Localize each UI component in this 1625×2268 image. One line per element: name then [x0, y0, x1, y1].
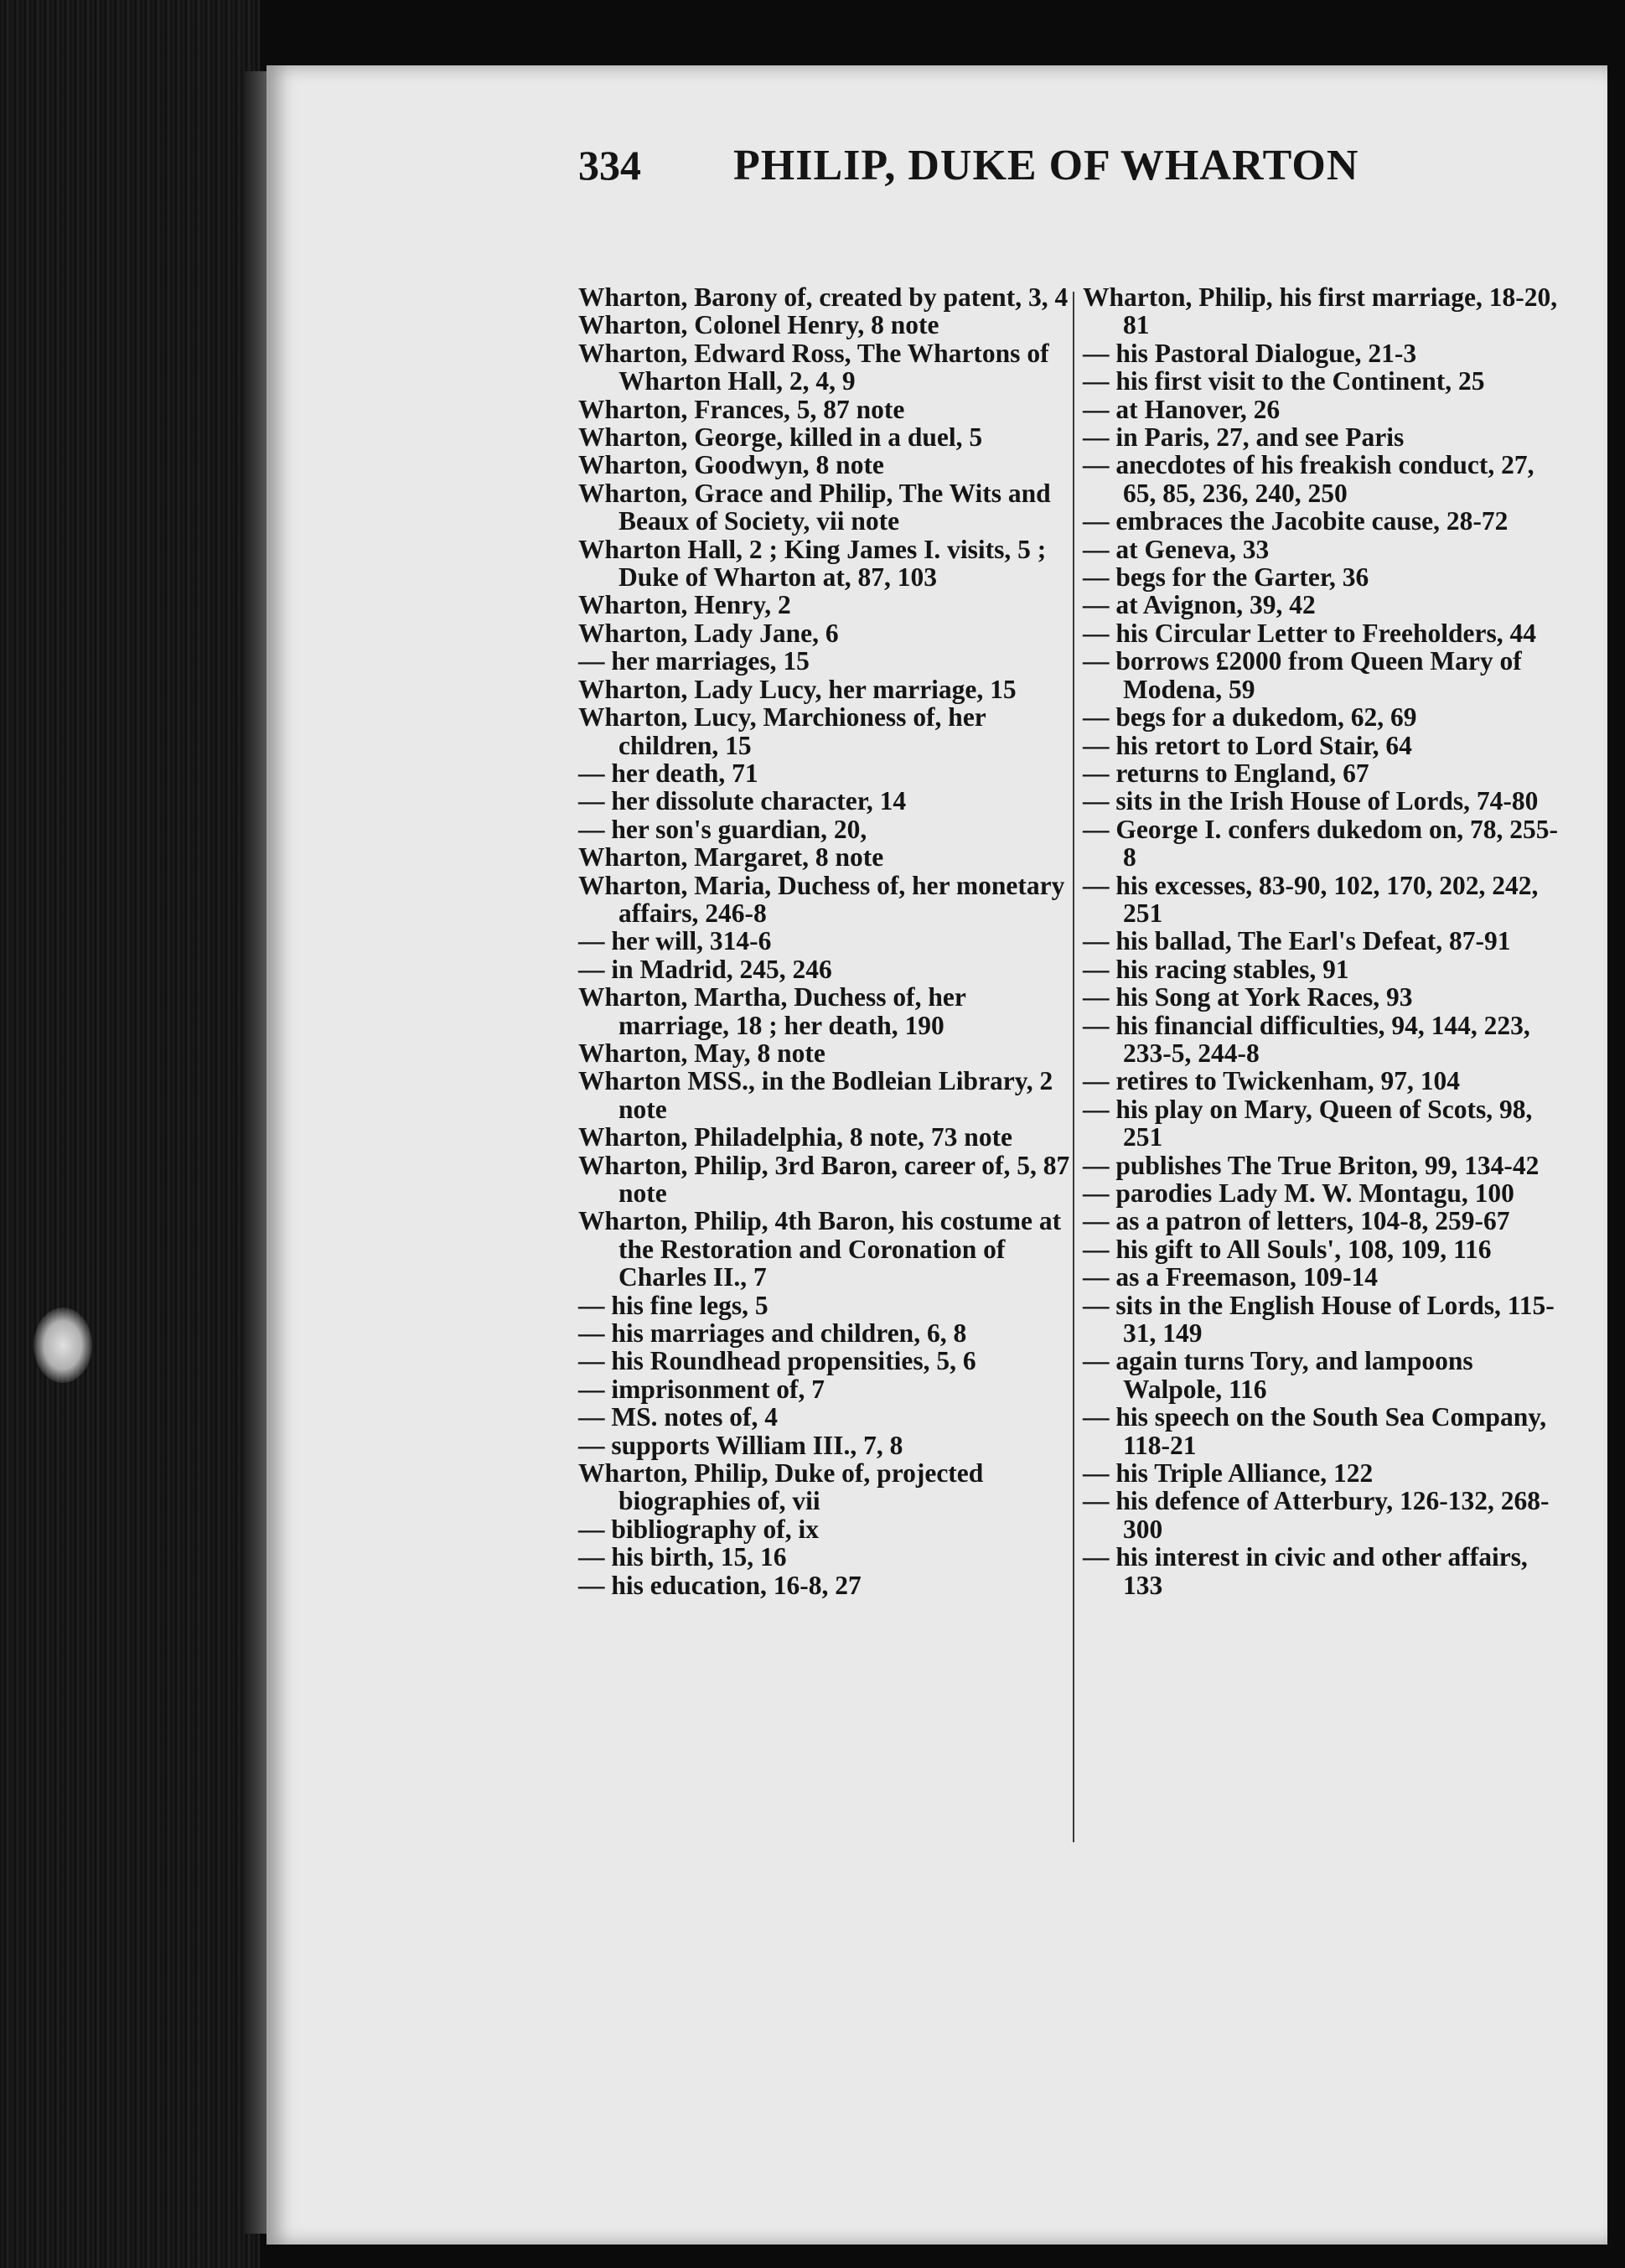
index-entry: Wharton, Barony of, created by patent, 3, 4	[578, 282, 1069, 312]
index-entry: — MS. notes of, 4	[578, 1402, 778, 1432]
index-entry: — his marriages and children, 6, 8	[578, 1318, 967, 1349]
index-entry: — her son's guardian, 20,	[578, 814, 867, 844]
index-entry: — returns to England, 67	[1083, 758, 1369, 788]
index-entry: — his Pastoral Dialogue, 21-3	[1083, 338, 1417, 368]
index-entry: — supports William III., 7, 8	[578, 1430, 903, 1460]
index-entry: — embraces the Jacobite cause, 28-72	[1083, 506, 1509, 536]
index-entry: — imprisonment of, 7	[578, 1374, 825, 1404]
index-entry: Wharton, Grace and Philip, The Wits and Beaux of Society, vii note	[578, 478, 1051, 536]
index-entry: — again turns Tory, and lampoons Walpole, 116	[1083, 1346, 1473, 1404]
index-column-right	[1083, 283, 1565, 1599]
index-entry: — his Circular Letter to Freeholders, 44	[1083, 618, 1536, 648]
index-entry: — his excesses, 83-90, 102, 170, 202, 242, 251	[1083, 870, 1539, 928]
index-entry: — his birth, 15, 16	[578, 1542, 787, 1572]
page-number: 334	[578, 142, 641, 189]
index-column-left	[578, 283, 1073, 1599]
index-entry: — George I. confers dukedom on, 78, 255-8	[1083, 814, 1558, 873]
index-entry: Wharton, Goodwyn, 8 note	[578, 450, 884, 480]
index-entry: — anecdotes of his freakish conduct, 27, 65, 85, 236, 240, 250	[1083, 450, 1534, 508]
index-entry: — at Geneva, 33	[1083, 534, 1270, 564]
index-entry: — his fine legs, 5	[578, 1290, 769, 1320]
index-entry: — publishes The True Briton, 99, 134-42	[1083, 1150, 1540, 1180]
index-entry: — his play on Mary, Queen of Scots, 98, 251	[1083, 1094, 1533, 1152]
index-entry: Wharton, Martha, Duchess of, her marriage, 18 ; her death, 190	[578, 982, 966, 1040]
index-entry: — bibliography of, ix	[578, 1514, 820, 1544]
index-entry: Wharton, Frances, 5, 87 note	[578, 394, 905, 424]
index-entry: Wharton Hall, 2 ; King James I. visits, 5 ; Duke of Wharton at, 87, 103	[578, 534, 1047, 593]
index-entry: — her death, 71	[578, 758, 758, 788]
index-entry: — his speech on the South Sea Company, 118-21	[1083, 1402, 1547, 1460]
index-entry: Wharton, Henry, 2	[578, 590, 791, 620]
index-entry: — his racing stables, 91	[1083, 954, 1349, 984]
column-divider	[1073, 292, 1074, 1842]
index-entry: — his financial difficulties, 94, 144, 223, 233-5, 244-8	[1083, 1010, 1530, 1068]
index-entry: Wharton, Edward Ross, The Whartons of Wharton Hall, 2, 4, 9	[578, 338, 1049, 396]
index-entry: Wharton, Lady Jane, 6	[578, 618, 839, 648]
index-entry: — his retort to Lord Stair, 64	[1083, 730, 1412, 760]
book-edge	[0, 0, 260, 2268]
index-entry: Wharton, Maria, Duchess of, her monetary affairs, 246-8	[578, 870, 1065, 928]
index-entry: Wharton, Philadelphia, 8 note, 73 note	[578, 1122, 1013, 1152]
index-entry: — begs for the Garter, 36	[1083, 562, 1369, 593]
index-entry: — his first visit to the Continent, 25	[1083, 366, 1485, 396]
index-entry: — sits in the Irish House of Lords, 74-80	[1083, 786, 1539, 816]
index-entry: Wharton, Margaret, 8 note	[578, 842, 884, 873]
index-entry: — his gift to All Souls', 108, 109, 116	[1083, 1234, 1492, 1264]
index-entry: — in Paris, 27, and see Paris	[1083, 422, 1405, 453]
page-stain	[34, 1307, 92, 1383]
index-entry: Wharton, George, killed in a duel, 5	[578, 422, 983, 453]
index-entry: — her dissolute character, 14	[578, 786, 907, 816]
running-title: PHILIP, DUKE OF WHARTON	[733, 142, 1359, 189]
index-entry: — his Song at York Races, 93	[1083, 982, 1413, 1012]
index-entry: — as a patron of letters, 104-8, 259-67	[1083, 1206, 1510, 1236]
index-entry: — his interest in civic and other affairs, 133	[1083, 1542, 1528, 1600]
index-entry: — her will, 314-6	[578, 926, 772, 956]
index-entry: — at Hanover, 26	[1083, 394, 1281, 424]
index-entry: Wharton, Philip, 3rd Baron, career of, 5, 87 note	[578, 1150, 1070, 1208]
index-entry: — his defence of Atterbury, 126-132, 268-300	[1083, 1486, 1550, 1544]
index-entry: Wharton, Philip, 4th Baron, his costume at the Restoration and Coronation of Charles II., 7	[578, 1206, 1062, 1292]
index-entry: — his Roundhead propensities, 5, 6	[578, 1346, 976, 1376]
page-header	[578, 141, 1601, 225]
index-entry: — retires to Twickenham, 97, 104	[1083, 1066, 1461, 1096]
index-entry: — sits in the English House of Lords, 115-31, 149	[1083, 1290, 1555, 1349]
index-entry: — as a Freemason, 109-14	[1083, 1262, 1379, 1292]
index-entry: — her marriages, 15	[578, 646, 810, 676]
index-entry: — parodies Lady M. W. Montagu, 100	[1083, 1178, 1514, 1208]
index-entry: — his Triple Alliance, 122	[1083, 1458, 1374, 1489]
index-entry: — begs for a dukedom, 62, 69	[1083, 702, 1417, 733]
index-entry: — his ballad, The Earl's Defeat, 87-91	[1083, 926, 1511, 956]
index-entry: Wharton, Colonel Henry, 8 note	[578, 310, 939, 340]
index-entry: — in Madrid, 245, 246	[578, 954, 832, 984]
index-entry: — his education, 16-8, 27	[578, 1570, 862, 1600]
index-entry: Wharton, Lady Lucy, her marriage, 15	[578, 674, 1017, 704]
index-entry: — at Avignon, 39, 42	[1083, 590, 1316, 620]
index-entry: — borrows £2000 from Queen Mary of Modena, 59	[1083, 646, 1522, 704]
index-entry: Wharton, May, 8 note	[578, 1038, 825, 1068]
index-entry: Wharton MSS., in the Bodleian Library, 2 note	[578, 1066, 1053, 1124]
index-entry: Wharton, Philip, his first marriage, 18-20, 81	[1083, 282, 1558, 340]
index-entry: Wharton, Philip, Duke of, projected biographies of, vii	[578, 1458, 984, 1516]
index-entry: Wharton, Lucy, Marchioness of, her children, 15	[578, 702, 986, 760]
